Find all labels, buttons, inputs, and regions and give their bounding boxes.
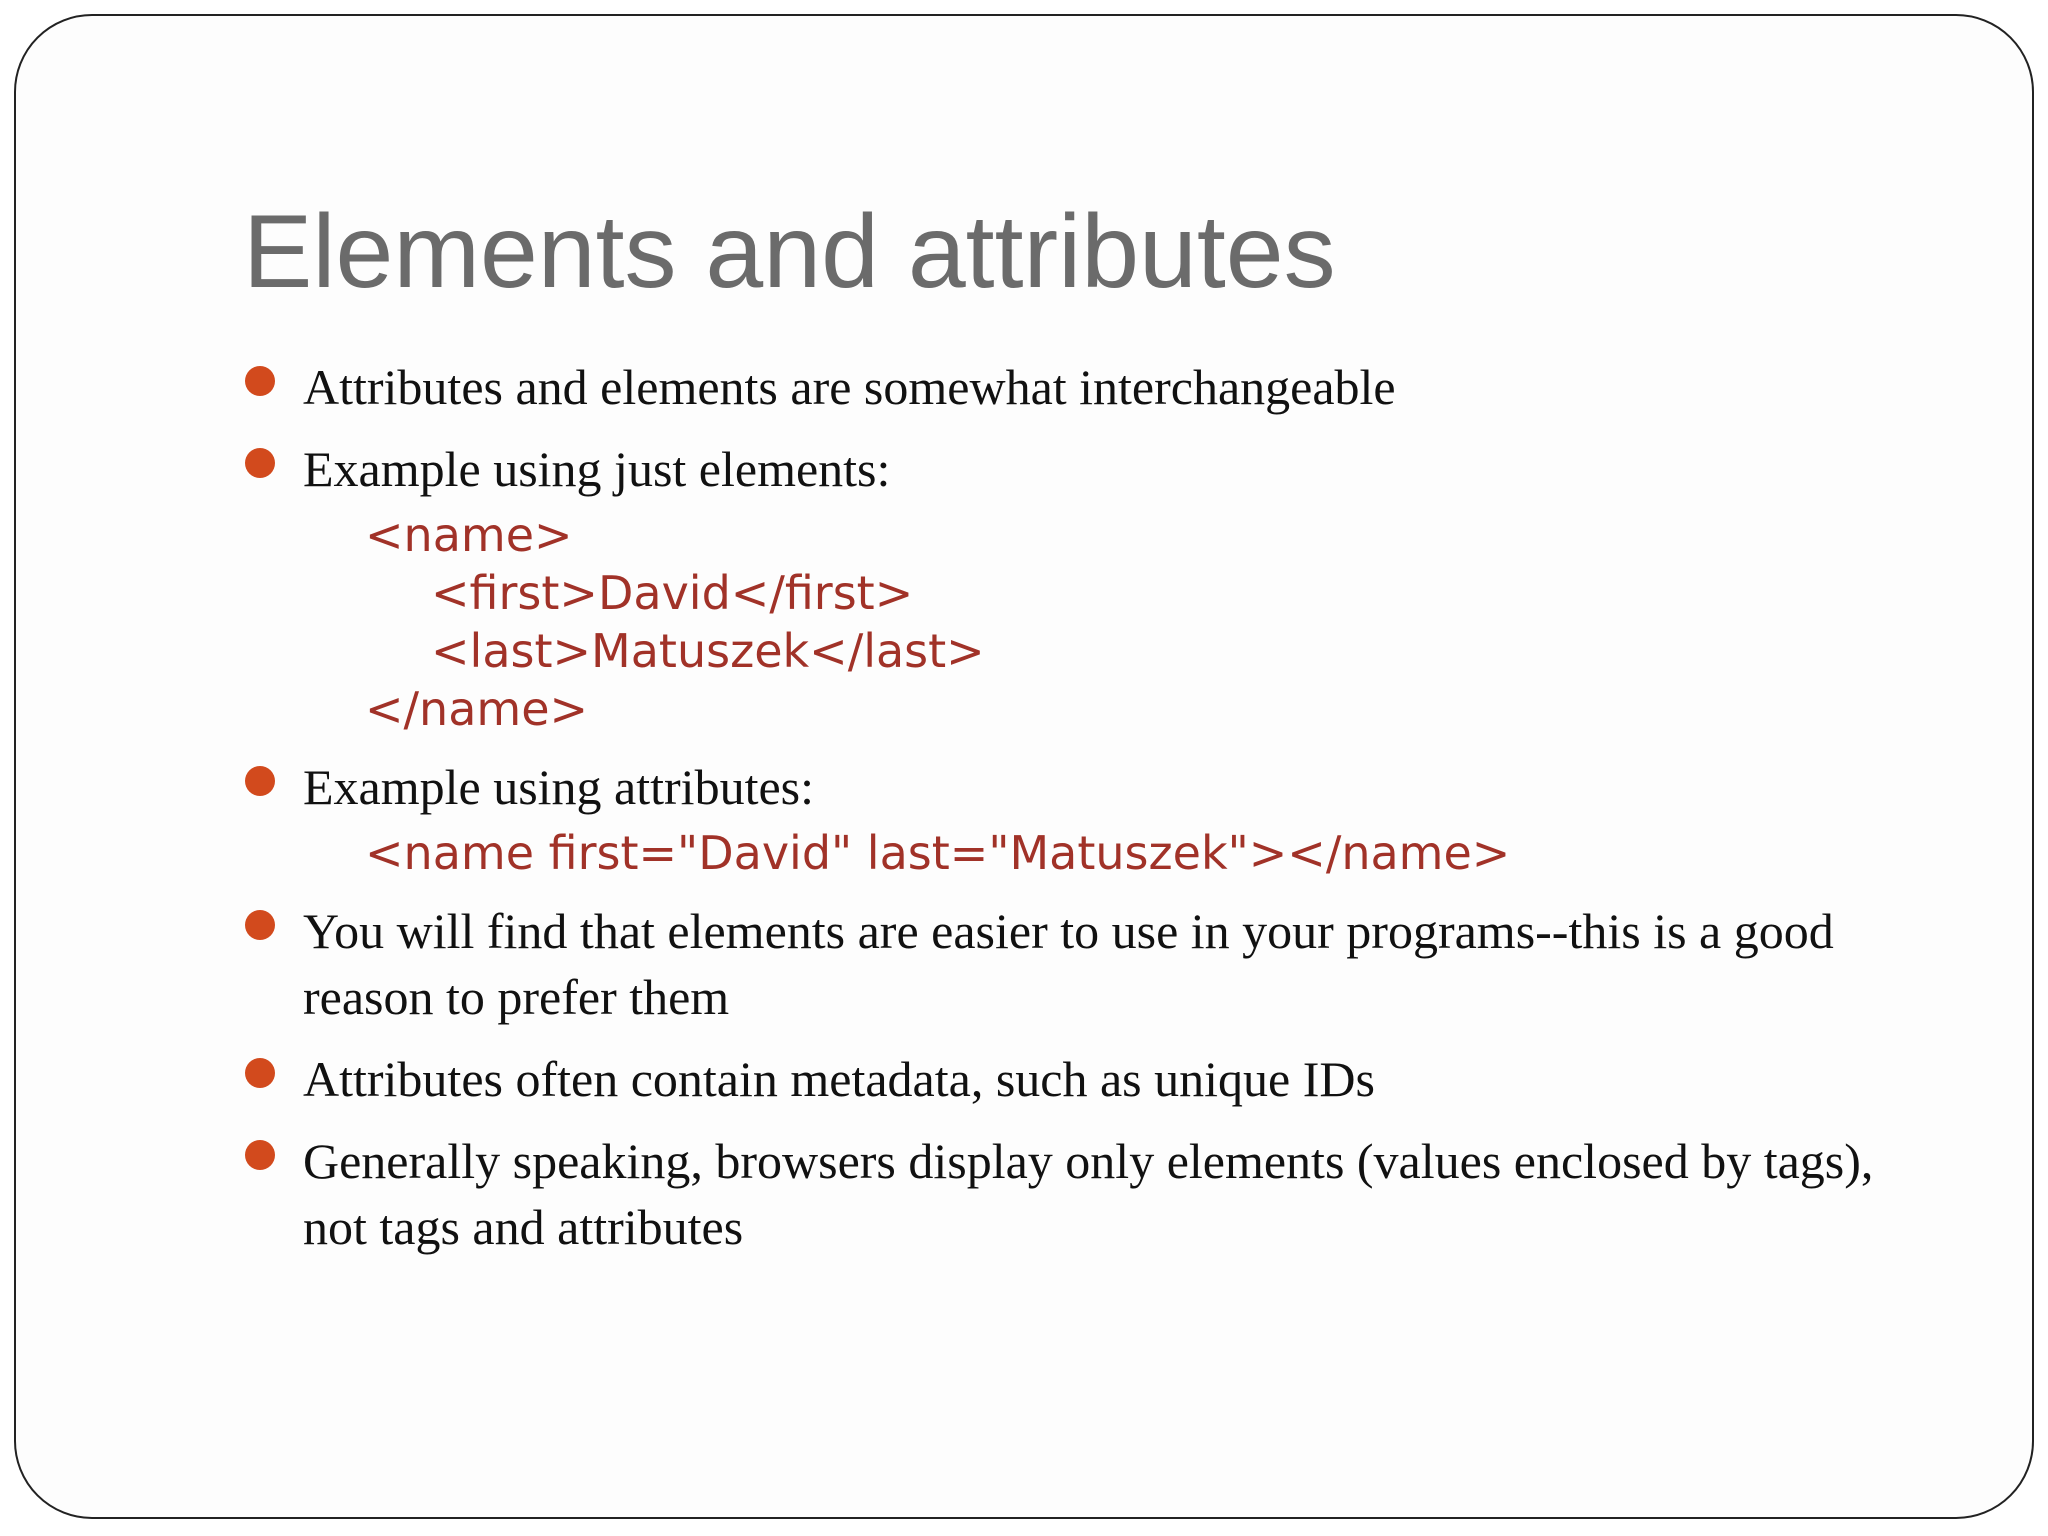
bullet-marker-icon [245,910,275,940]
code-line: </name> [365,682,589,736]
bullet-marker-icon [245,1058,275,1088]
bullet-item [243,436,1943,738]
slide-frame [14,14,2034,1519]
bullet-list [243,354,1943,1276]
bullet-item [243,1046,1943,1112]
bullet-text: Attributes and elements are somewhat interchangeable [303,359,1396,415]
bullet-text: You will find that elements are easier to use in your programs--this is a good reason to prefer them [303,903,1834,1025]
bullet-marker-icon [245,448,275,478]
bullet-item [243,898,1943,1030]
code-line: <name first="David" last="Matuszek"></name> [365,826,1511,880]
slide-title: Elements and attributes [243,194,1336,310]
bullet-text: Example using just elements: [303,441,891,497]
code-line: <first>David</first> [431,566,914,620]
bullet-marker-icon [245,366,275,396]
bullet-text: Generally speaking, browsers display only elements (values enclosed by tags), not tags and attributes [303,1133,1874,1255]
bullet-text: Example using attributes: [303,759,815,815]
code-example-attributes [303,824,1943,882]
code-line: <last>Matuszek</last> [431,624,985,678]
bullet-item [243,354,1943,420]
bullet-marker-icon [245,1140,275,1170]
bullet-item [243,754,1943,882]
bullet-marker-icon [245,766,275,796]
bullet-text: Attributes often contain metadata, such as unique IDs [303,1051,1375,1107]
code-line: <name> [365,508,573,562]
code-example-elements [303,506,1943,738]
bullet-item [243,1128,1943,1260]
